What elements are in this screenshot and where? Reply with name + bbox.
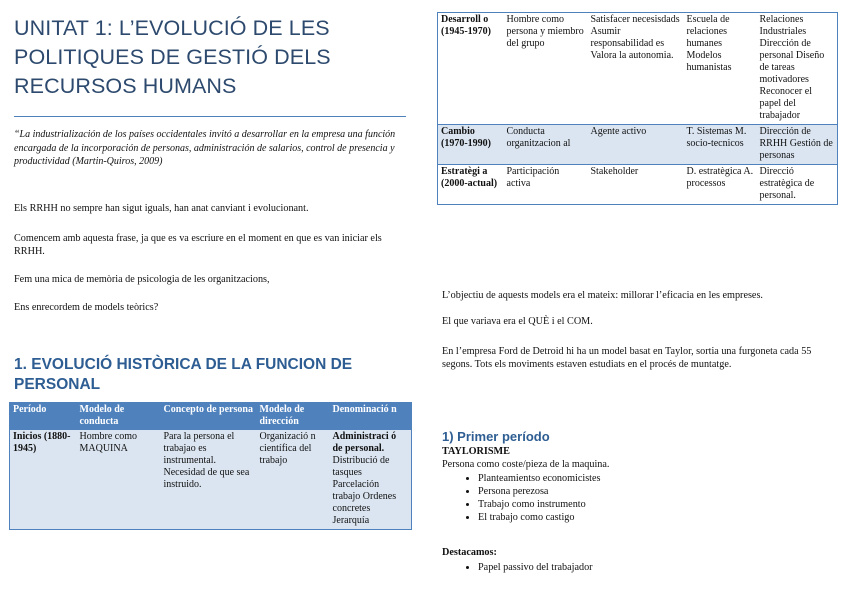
- history-table-part1: [9, 402, 412, 530]
- period-1-bullets: [442, 472, 601, 524]
- cell-denominacion: Direcció estratègica de personal.: [757, 165, 838, 205]
- period-1-intro: Persona como coste/pieza de la maquina.: [442, 459, 610, 470]
- cell-period: Desarroll o (1945-1970): [438, 13, 504, 125]
- history-table-part2: [437, 12, 838, 205]
- page-title: UNITAT 1: L’EVOLUCIÓ DE LES POLITIQUES DE GESTIÓ DELS RECURSOS HUMANS: [14, 16, 331, 98]
- right-paragraph-2: El que variava era el QUÈ i el COM.: [442, 316, 593, 327]
- header-modelo-conducta: Modelo de conducta: [77, 403, 161, 431]
- table-row: [10, 430, 412, 530]
- paragraph-4: Ens enrecordem de models teòrics?: [14, 302, 159, 313]
- cell-conducta: Participación activa: [504, 165, 588, 205]
- cell-persona: Agente activo: [588, 125, 684, 165]
- cell-conducta: Conducta organitzacion al: [504, 125, 588, 165]
- cell-denominacion: [330, 430, 412, 530]
- table-header-row: [10, 403, 412, 431]
- cell-denominacion: Relaciones Industriales Dirección de personal Diseño de tareas motivadores Reconocer el papel del trabajador: [757, 13, 838, 125]
- header-periodo: Período: [10, 403, 77, 431]
- header-denominacion: Denominació n: [330, 403, 412, 431]
- paragraph-3: Fem una mica de memòria de psicologia de les organitzacions,: [14, 274, 270, 285]
- list-item: • Trabajo como instrumento: [478, 498, 601, 511]
- table-row: [438, 165, 838, 205]
- header-concepto-persona: Concepto de persona: [161, 403, 257, 431]
- destacamos-bullets: [442, 561, 593, 574]
- right-paragraph-3: En l’empresa Ford de Detroid hi ha un model basat en Taylor, sortia una furgoneta cada 55 segons. Tots els moviments estaven estudiats en el procés de muntatge.: [442, 346, 812, 370]
- intro-quote: “La industrialización de los países occidentales invitó a desarrollar en la empresa una función encargada de la incorporación de personas, administración de salarios, control de presencia y productividad (Martin-Quiros, 2009): [14, 129, 396, 167]
- cell-conducta: Hombre como persona y miembro del grupo: [504, 13, 588, 125]
- list-item: • Persona perezosa: [478, 485, 601, 498]
- period-1-subtitle: TAYLORISME: [442, 446, 510, 457]
- cell-denominacion: Dirección de RRHH Gestión de personas: [757, 125, 838, 165]
- denominacion-rest: Distribució de tasques Parcelación trabajo Ordenes concretes Jerarquía: [332, 455, 397, 526]
- cell-persona: Stakeholder: [588, 165, 684, 205]
- cell-conducta: Hombre como MAQUINA: [77, 430, 161, 530]
- table-row: [438, 125, 838, 165]
- cell-direccion: Organizació n científica del trabajo: [257, 430, 330, 530]
- list-item: • Planteamientso economicistes: [478, 472, 601, 485]
- paragraph-2: Comencem amb aquesta frase, ja que es va escriure en el moment en que es van iniciar els RRHH.: [14, 233, 382, 257]
- denominacion-bold: Administraci ó de personal.: [332, 431, 397, 454]
- list-item: • El trabajo como castigo: [478, 511, 601, 524]
- destacamos-label: Destacamos:: [442, 547, 497, 558]
- header-modelo-direccion: Modelo de dirección: [257, 403, 330, 431]
- title-rule: [14, 116, 406, 117]
- period-1-title: 1) Primer período: [442, 429, 550, 444]
- cell-period: Inicios (1880-1945): [10, 430, 77, 530]
- cell-period: Cambio (1970-1990): [438, 125, 504, 165]
- cell-direccion: D. estratègica A. processos: [684, 165, 757, 205]
- table-row: [438, 13, 838, 125]
- paragraph-1: Els RRHH no sempre han sigut iguals, han anat canviant i evolucionant.: [14, 203, 309, 214]
- cell-persona: Para la persona el trabajao es instrumental. Necesidad de que sea instruido.: [161, 430, 257, 530]
- cell-direccion: Escuela de relaciones humanes Modelos humanistas: [684, 13, 757, 125]
- right-paragraph-1: L’objectiu de aquests models era el mateix: millorar l’eficacia en les empreses.: [442, 290, 763, 301]
- cell-persona: Satisfacer necesisdads Asumir responsabilidad es Valora la autonomia.: [588, 13, 684, 125]
- list-item: • Papel passivo del trabajador: [478, 561, 593, 574]
- section-1-title: 1. EVOLUCIÓ HISTÒRICA DE LA FUNCION DE PERSONAL: [14, 356, 353, 393]
- cell-period: Estratègi a (2000-actual): [438, 165, 504, 205]
- cell-direccion: T. Sistemas M. socio-tecnicos: [684, 125, 757, 165]
